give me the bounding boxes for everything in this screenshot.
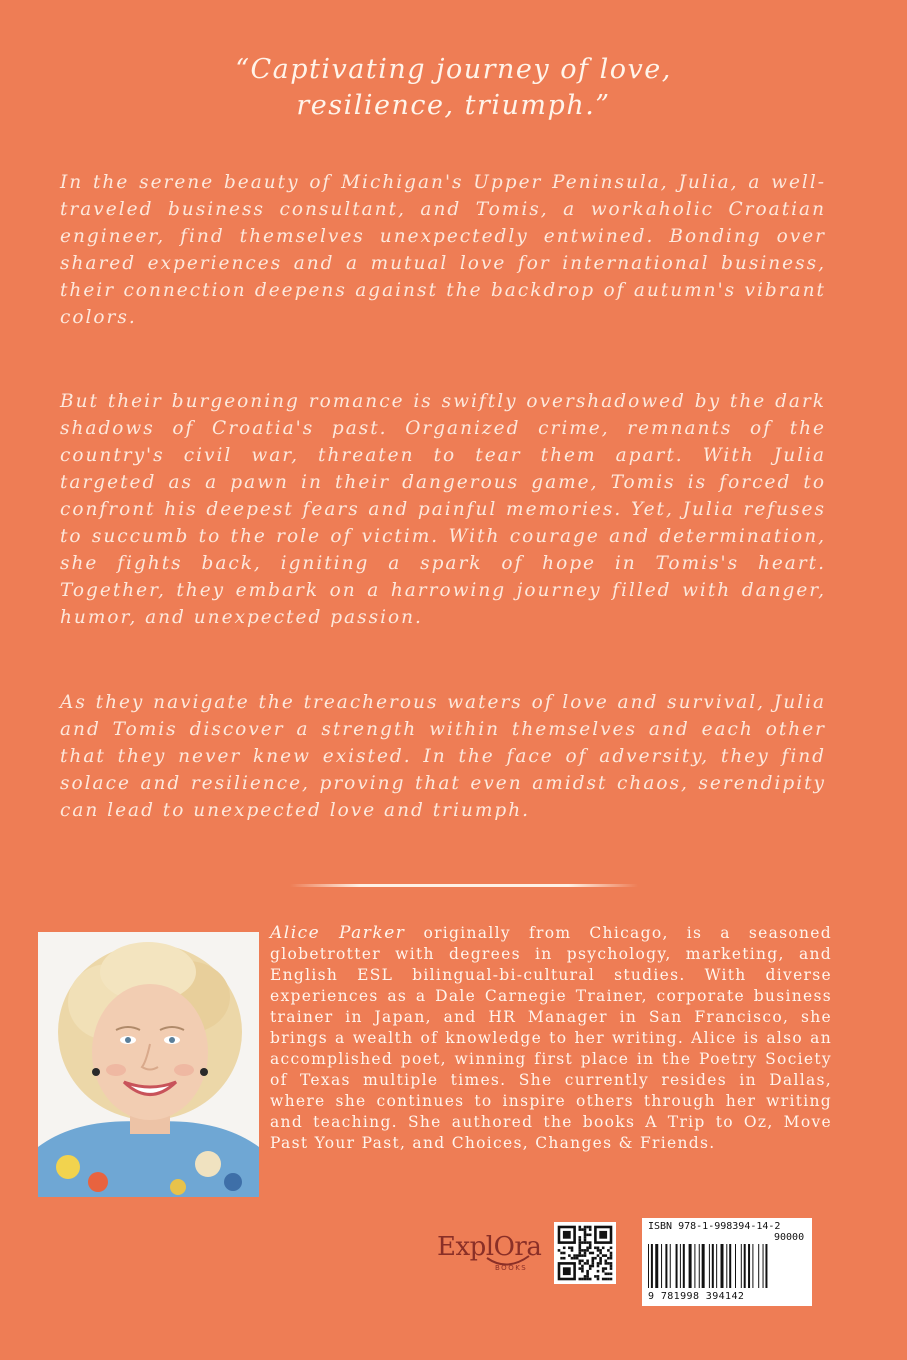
isbn-label: ISBN 978-1-998394-14-2 xyxy=(648,1221,781,1232)
ean-digits: 9 781998 394142 xyxy=(648,1291,745,1302)
publisher-logo xyxy=(437,1232,547,1278)
publisher-logo-text: ExplOra xyxy=(437,1232,542,1262)
tagline-line-2: resilience, triumph.” xyxy=(296,90,611,121)
price-code: 90000 xyxy=(774,1232,805,1243)
blurb-paragraph-1: In the serene beauty of Michigan's Upper Peninsula, Julia, a well-traveled business consultant, and Tomis, a workaholic Croatian engineer, find themselves unexpectedly entwined. Bonding over shared experiences and a mutual love for international business, their connection deepens against the backdrop of autumn's vibrant colors. xyxy=(60,172,826,328)
author-bio-text: originally from Chicago, is a seasoned globetrotter with degrees in psychology, marketing, and English ESL bilingual-bi-cultural studies. With diverse experiences as a Dale Carnegie Trainer, corporate business trainer in Japan, and HR Manager in San Francisco, she brings a wealth of knowledge to her writing. Alice is also an accomplished poet, winning first place in the Poetry Society of Texas multiple times. She currently resides in Dallas, where she continues to inspire others through her writing and teaching. She authored the books A Trip to Oz, Move Past Your Past, and Choices, Changes & Friends. xyxy=(270,924,832,1152)
author-name: Alice Parker xyxy=(270,923,406,943)
section-divider xyxy=(290,884,638,887)
author-photo xyxy=(38,932,259,1197)
isbn-barcode xyxy=(642,1218,812,1306)
publisher-logo-sub: BOOKS xyxy=(495,1264,528,1272)
author-bio xyxy=(270,923,832,1154)
blurb-paragraph-2: But their burgeoning romance is swiftly overshadowed by the dark shadows of Croatia's past. Organized crime, remnants of the country's civil war, threaten to tear them apart. With Julia targeted as a pawn in their dangerous game, Tomis is forced to confront his deepest fears and painful memories. Yet, Julia refuses to succumb to the role of victim. With courage and determination, she fights back, igniting a spark of hope in Tomis's heart. Together, they embark on a harrowing journey filled with danger, humor, and unexpected passion. xyxy=(60,391,826,628)
barcode-bars xyxy=(648,1244,806,1290)
qr-code xyxy=(554,1222,616,1284)
tagline-line-1: “Captivating journey of love, xyxy=(235,54,672,85)
blurb-paragraph-3: As they navigate the treacherous waters of love and survival, Julia and Tomis discover a strength within themselves and each other that they never knew existed. In the face of adversity, they find solace and resilience, proving that even amidst chaos, serendipity can lead to unexpected love and triumph. xyxy=(60,692,826,821)
tagline-quote xyxy=(0,52,907,124)
